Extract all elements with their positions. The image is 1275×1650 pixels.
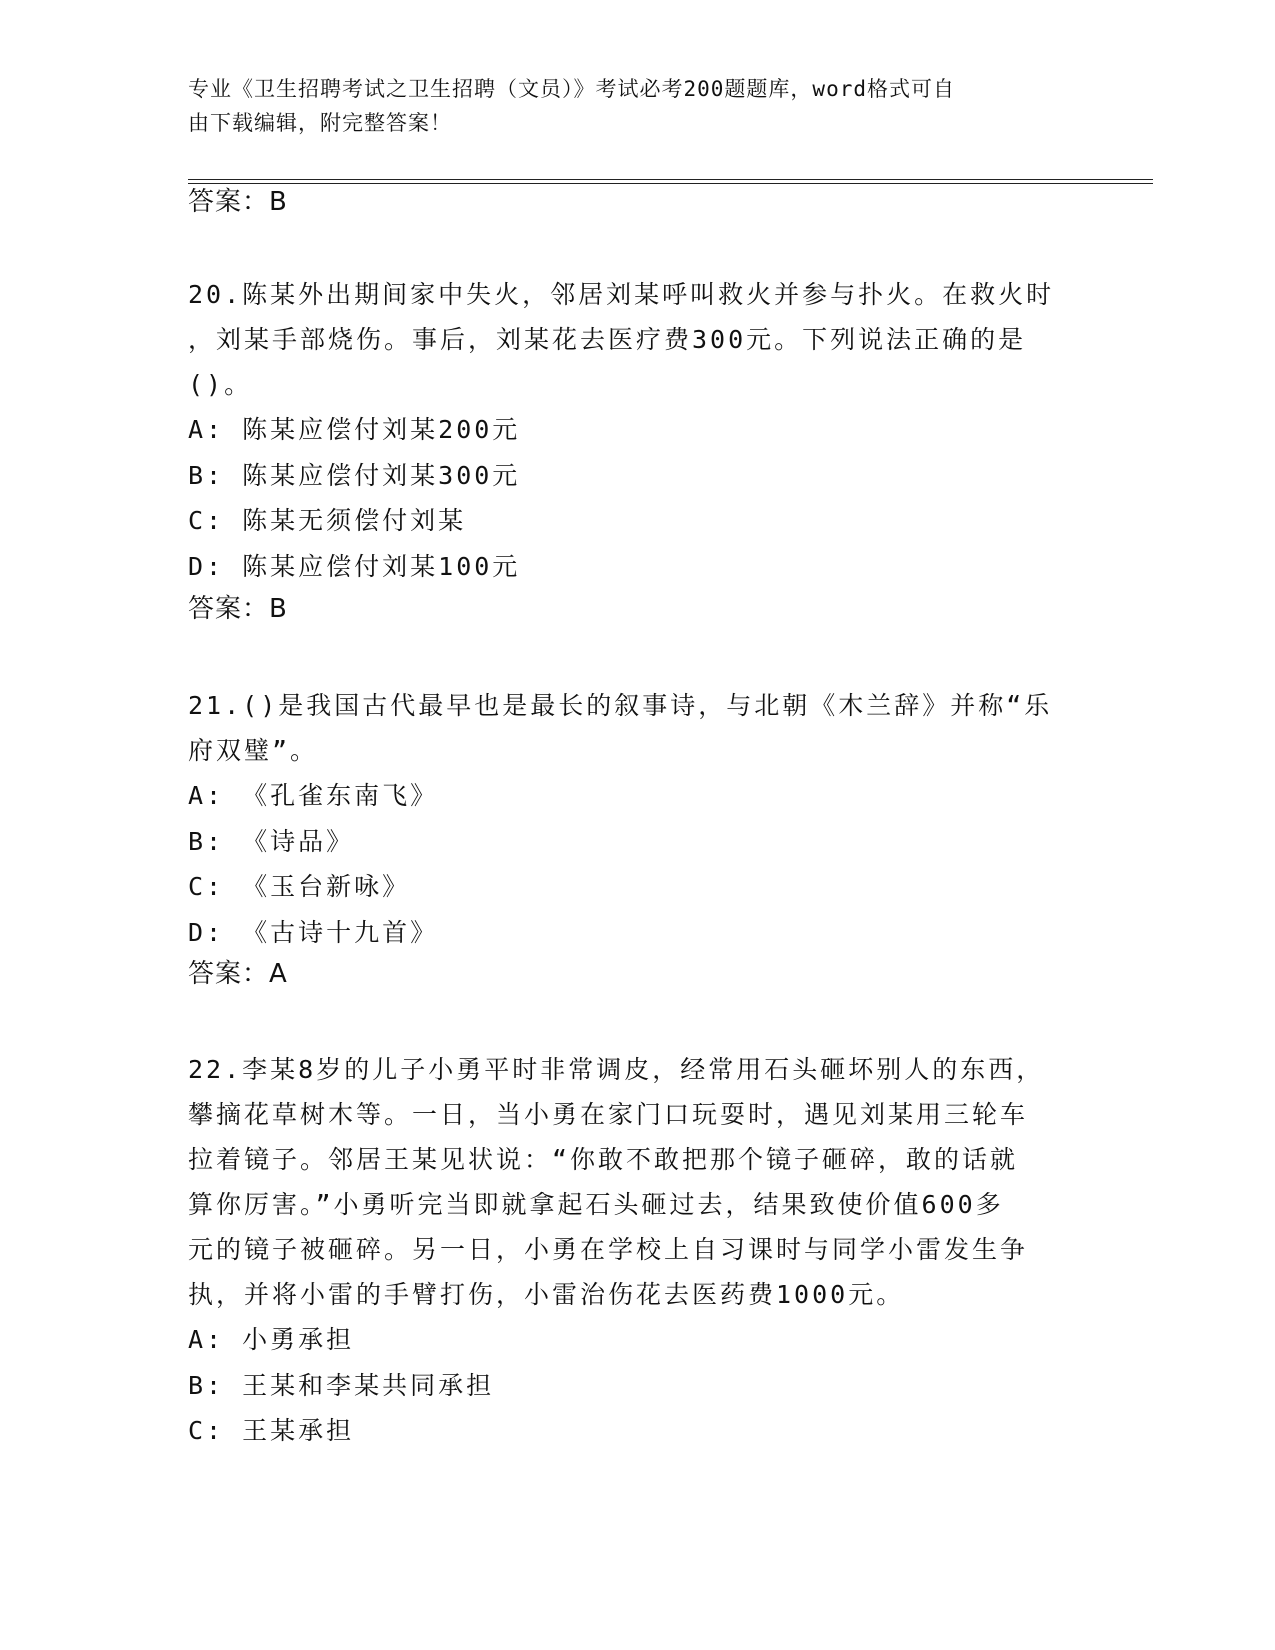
option-c: C: 《玉台新咏》 [188,872,411,901]
document-header [188,72,1068,140]
question-21 [188,683,1088,955]
question-22 [188,1047,1088,1454]
header-divider-top [188,179,1153,180]
option-b: B: 王某和李某共同承担 [188,1370,495,1400]
header-divider-bottom [188,183,1153,184]
option-b: B: 陈某应偿付刘某300元 [188,460,521,490]
answer-label: 答案：B [188,594,288,624]
option-a: A: 《孔雀东南飞》 [188,781,439,810]
question-text-line: 攀摘花草树木等。一日，当小勇在家门口玩耍时，遇见刘某用三轮车 [188,1100,1029,1129]
question-text-line: 算你厉害。”小勇听完当即就拿起石头砸过去，结果致使价值600多 [188,1190,1004,1219]
option-b: B: 《诗品》 [188,826,355,856]
answer-label: 答案：B [188,187,288,217]
option-d: D: 陈某应偿付刘某100元 [188,551,521,581]
question-text-line: 21.()是我国古代最早也是最长的叙事诗，与北朝《木兰辞》并称“乐 [188,691,1053,720]
header-line-2: 由下载编辑，附完整答案！ [188,111,452,135]
option-a: A: 小勇承担 [188,1325,355,1354]
option-c: C: 陈某无须偿付刘某 [188,506,467,535]
question-text-line: 22.李某8岁的儿子小勇平时非常调皮，经常用石头砸坏别人的东西， [188,1055,1045,1084]
question-text-line: 府双璧”。 [188,736,319,765]
answer-label: 答案：A [188,959,288,989]
question-20 [188,272,1088,589]
option-d: D: 《古诗十九首》 [188,917,439,947]
question-text-line: 元的镜子被砸碎。另一日，小勇在学校上自习课时与同学小雷发生争 [188,1235,1029,1264]
option-a: A: 陈某应偿付刘某200元 [188,415,521,444]
option-c: C: 王某承担 [188,1416,355,1445]
question-text-line: ()。 [188,370,253,399]
question-text-line: 20.陈某外出期间家中失火，邻居刘某呼叫救火并参与扑火。在救火时 [188,280,1055,309]
question-text-line: 执，并将小雷的手臂打伤，小雷治伤花去医药费1000元。 [188,1280,905,1309]
question-text-line: 拉着镜子。邻居王某见状说：“你敢不敢把那个镜子砸碎，敢的话就 [188,1145,1019,1174]
question-text-line: ，刘某手部烧伤。事后，刘某花去医疗费300元。下列说法正确的是 [188,325,1027,354]
header-line-1: 专业《卫生招聘考试之卫生招聘（文员）》考试必考200题题库，word格式可自 [188,77,955,101]
